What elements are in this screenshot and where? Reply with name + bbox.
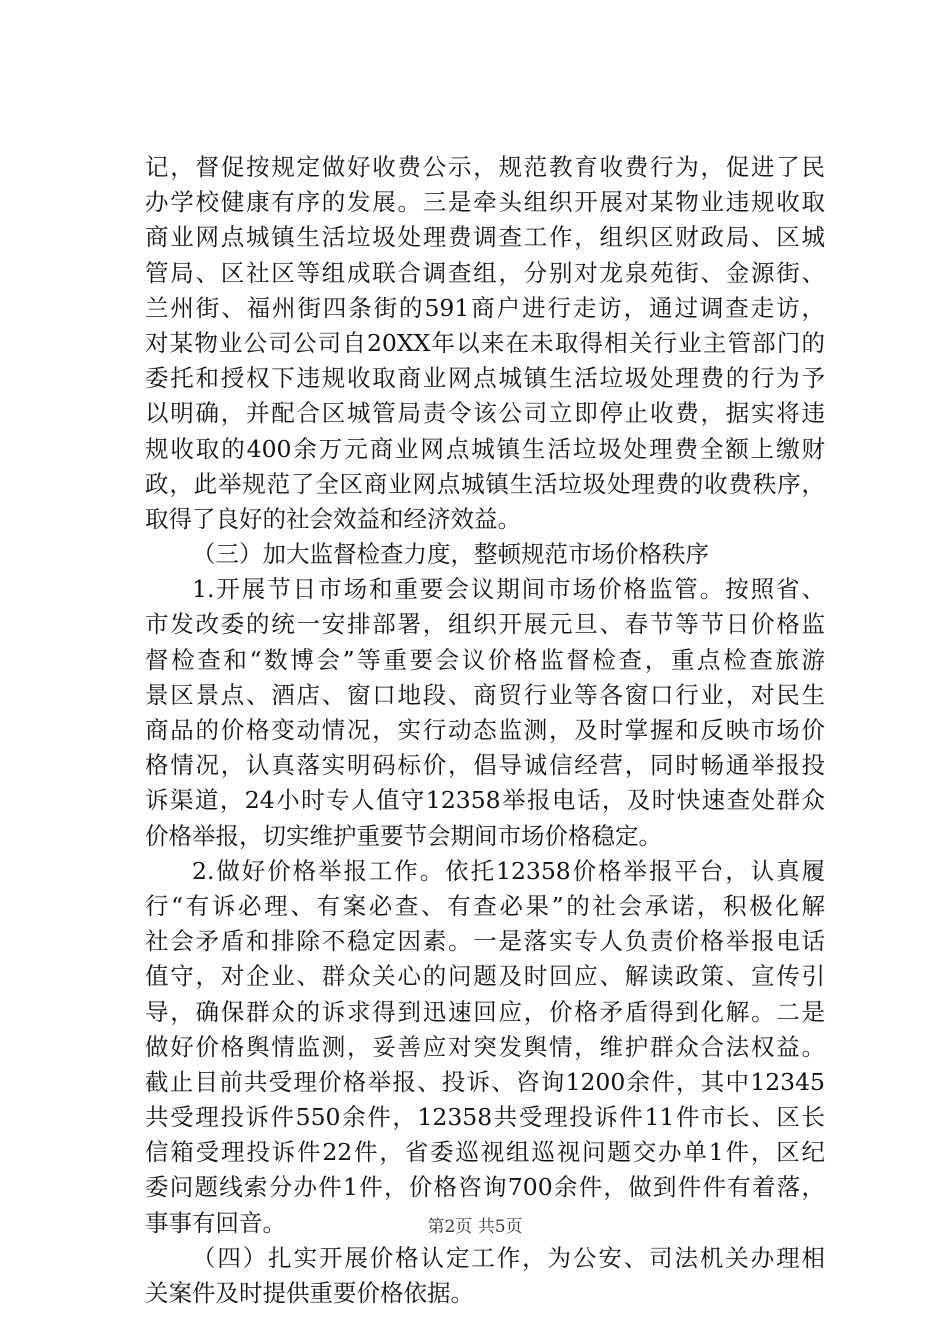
text-line: 对某物业公司公司自20XX年以来在未取得相关行业主管部门的 (145, 328, 825, 357)
text-line: 2.做好价格举报工作。依托12358价格举报平台，认真履 (192, 856, 825, 885)
text-line: 做好价格舆情监测，妥善应对突发舆情，维护群众合法权益。 (145, 1032, 825, 1061)
text-line: 关案件及时提供重要价格依据。 (145, 1279, 474, 1307)
text-line: 规收取的400余万元商业网点城镇生活垃圾处理费全额上缴财 (145, 434, 825, 463)
text-line: 社会矛盾和排除不稳定因素。一是落实专人负责价格举报电话 (145, 927, 825, 956)
text-line: 共受理投诉件550余件，12358共受理投诉件11件市长、区长 (145, 1103, 825, 1132)
body-text (145, 150, 825, 1311)
text-line: 截止目前共受理价格举报、投诉、咨询1200余件，其中12345 (145, 1067, 825, 1096)
text-line: 景区景点、酒店、窗口地段、商贸行业等各窗口行业，对民生 (145, 680, 825, 709)
text-line: 取得了良好的社会效益和经济效益。 (145, 504, 521, 533)
text-line: 督检查和“数博会”等重要会议价格监督检查，重点检查旅游 (145, 645, 825, 674)
text-line: （四）扎实开展价格认定工作，为公安、司法机关办理相 (192, 1243, 825, 1272)
text-line: 诉渠道，24小时专人值守12358举报电话，及时快速查处群众 (145, 786, 825, 815)
text-line: 记，督促按规定做好收费公示，规范教育收费行为，促进了民 (145, 153, 825, 181)
text-line: 商品的价格变动情况，实行动态监测，及时掌握和反映市场价 (145, 716, 825, 744)
text-line: 管局、区社区等组成联合调查组，分别对龙泉苑街、金源街、 (145, 258, 825, 287)
text-line: 委托和授权下违规收取商业网点城镇生活垃圾处理费的行为予 (145, 364, 825, 393)
text-line: 1.开展节日市场和重要会议期间市场价格监管。按照省、 (192, 575, 825, 604)
text-line: 以明确，并配合区城管局责令该公司立即停止收费，据实将违 (145, 399, 825, 428)
text-line: （三）加大监督检查力度，整顿规范市场价格秩序 (192, 540, 709, 569)
text-line: 行“有诉必理、有案必查、有查必果”的社会承诺，积极化解 (145, 891, 825, 920)
text-line: 值守，对企业、群众关心的问题及时回应、解读政策、宣传引 (145, 962, 825, 991)
text-line: 事事有回音。 (145, 1208, 286, 1237)
text-line: 导，确保群众的诉求得到迅速回应，价格矛盾得到化解。二是 (145, 997, 825, 1026)
text-line: 格情况，认真落实明码标价，倡导诚信经营，同时畅通举报投 (145, 751, 825, 780)
text-line: 价格举报，切实维护重要节会期间市场价格稳定。 (145, 821, 662, 850)
text-line: 政，此举规范了全区商业网点城镇生活垃圾处理费的收费秩序， (145, 469, 825, 498)
text-line: 委问题线索分办件1件，价格咨询700余件，做到件件有着落， (145, 1173, 825, 1202)
page-footer: 第2页 共5页 (427, 1217, 523, 1237)
text-line: 兰州街、福州街四条街的591商户进行走访，通过调查走访， (145, 293, 825, 322)
text-line: 市发改委的统一安排部署，组织开展元旦、春节等节日价格监 (145, 610, 825, 639)
text-line: 商业网点城镇生活垃圾处理费调查工作，组织区财政局、区城 (145, 223, 825, 252)
text-line: 信箱受理投诉件22件，省委巡视组巡视问题交办单1件，区纪 (145, 1138, 825, 1167)
text-line: 办学校健康有序的发展。三是牵头组织开展对某物业违规收取 (145, 188, 825, 217)
